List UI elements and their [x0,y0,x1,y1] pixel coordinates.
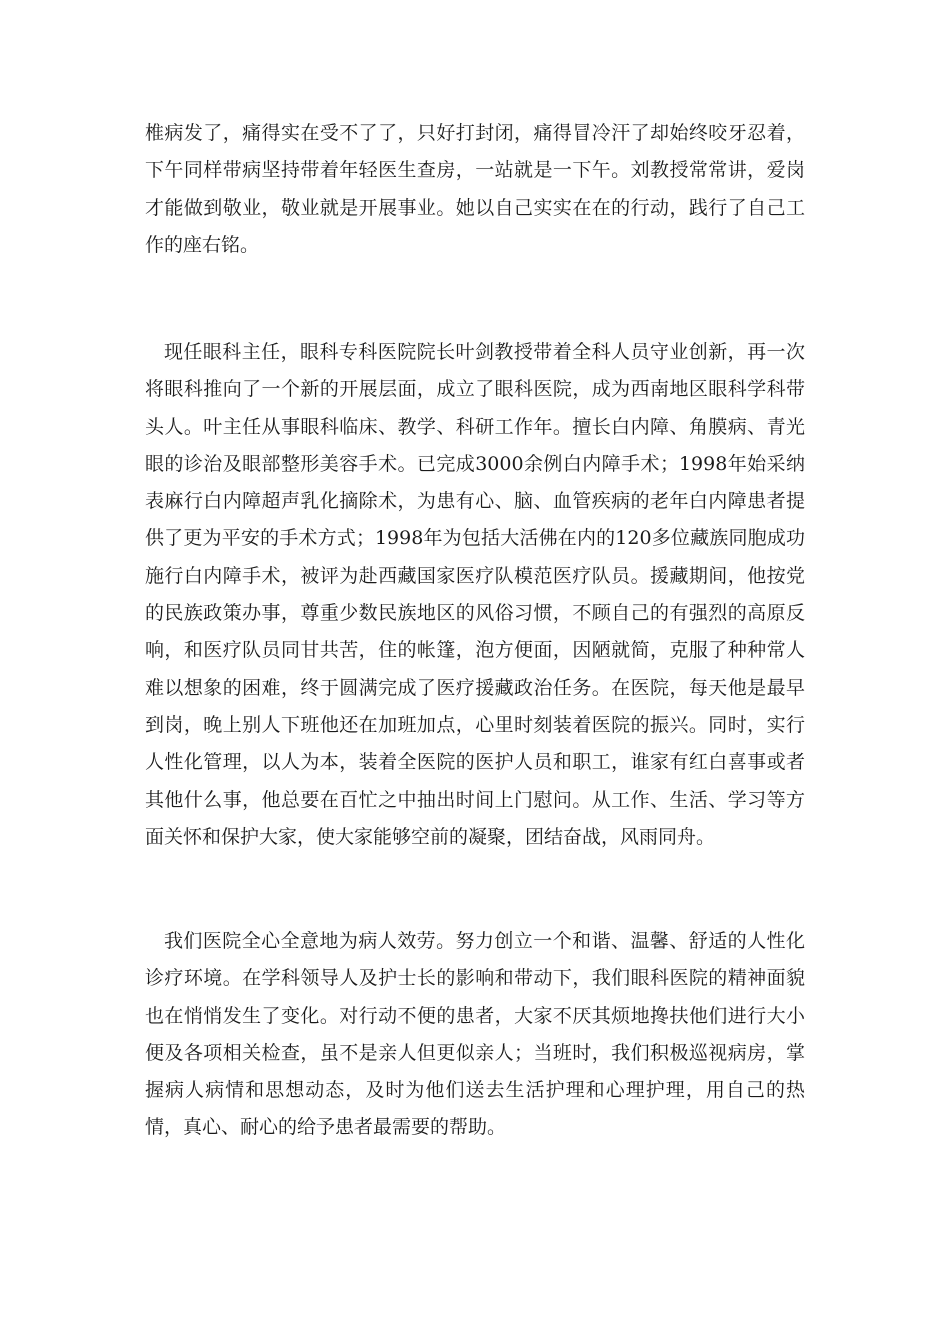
paragraph-ye-jian: 现任眼科主任，眼科专科医院院长叶剑教授带着全科人员守业创新，再一次将眼科推向了一个新的开展层面，成立了眼科医院，成为西南地区眼科学科带头人。叶主任从事眼科临床、教学、科研工作年。擅长白内障、角膜病、青光眼的诊治及眼部整形美容手术。已完成3000余例白内障手术；1998年始采纳表麻行白内障超声乳化摘除术，为患有心、脑、血管疾病的老年白内障患者提供了更为平安的手术方式；1998年为包括大活佛在内的120多位藏族同胞成功施行白内障手术，被评为赴西藏国家医疗队模范医疗队员。援藏期间，他按党的民族政策办事，尊重少数民族地区的风俗习惯，不顾自己的有强烈的高原反响，和医疗队员同甘共苦，住的帐篷，泡方便面，因陋就简，克服了种种常人难以想象的困难，终于圆满完成了医疗援藏政治任务。在医院，每天他是最早到岗，晚上别人下班他还在加班加点，心里时刻装着医院的振兴。同时，实行人性化管理，以人为本，装着全医院的医护人员和职工，谁家有红白喜事或者其他什么事，他总要在百忙之中抽出时间上门慰问。从工作、生活、学习等方面关怀和保护大家，使大家能够空前的凝聚，团结奋战，风雨同舟。 [145,341,805,848]
paragraph-hospital-service: 我们医院全心全意地为病人效劳。努力创立一个和谐、温馨、舒适的人性化诊疗环境。在学科领导人及护士长的影响和带动下，我们眼科医院的精神面貌也在悄悄发生了变化。对行动不便的患者，大家不厌其烦地搀扶他们进行大小便及各项相关检查，虽不是亲人但更似亲人；当班时，我们积极巡视病房，掌握病人病情和思想动态，及时为他们送去生活护理和心理护理，用自己的热情，真心、耐心的给予患者最需要的帮助。 [145,930,805,1139]
paragraph-continued: 椎病发了，痛得实在受不了了，只好打封闭，痛得冒冷汗了却始终咬牙忍着，下午同样带病坚持带着年轻医生查房，一站就是一下午。刘教授常常讲，爱岗才能做到敬业，敬业就是开展事业。她以自己实实在在的行动，践行了自己工作的座右铭。 [145,122,805,256]
